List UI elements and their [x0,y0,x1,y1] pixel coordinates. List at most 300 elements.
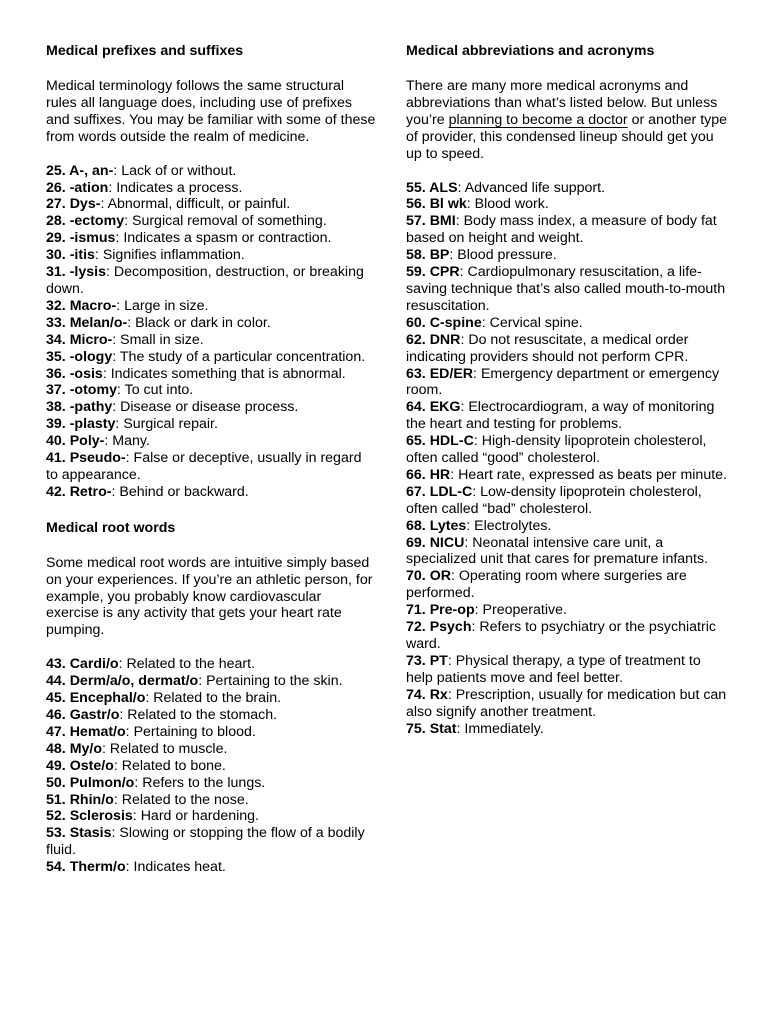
entry-term [46,416,115,432]
entry-number: 72. [406,619,426,636]
list-item [46,724,376,741]
list-item [46,213,376,230]
entry-number: 52. [46,808,66,825]
entry-number: 65. [406,433,426,450]
entry-term-text: ALS [429,179,458,196]
list-item [406,196,731,213]
list-item [46,366,376,383]
list-item [46,808,376,825]
entry-separator: : [125,450,134,467]
entry-separator: : [447,652,456,669]
entry-definition: The study of a particular concentration. [119,348,366,365]
entry-term [46,707,119,723]
list-item [46,792,376,809]
entry-definition: Related to muscle. [109,740,228,757]
entry-definition: Blood work. [474,196,549,213]
entry-separator: : [115,230,124,247]
entry-term-text: My/o [69,740,103,757]
entry-number: 62. [406,331,426,348]
entry-definition: Indicates heat. [133,859,226,876]
entry-definition: Immediately. [464,720,544,737]
entry-separator: : [116,382,125,399]
entry-term-text: Pulmon/o [69,774,135,791]
list-item [46,741,376,758]
entry-term [46,450,126,466]
entry-separator: : [473,433,482,450]
entry-number: 73. [406,652,426,669]
entry-separator: : [459,264,468,281]
entry-term [46,433,104,449]
entry-definition: Cervical spine. [489,314,583,331]
entry-separator: : [111,483,120,500]
entry-term [46,196,100,212]
entry-term [406,433,474,449]
list-item [406,467,731,484]
entry-term-text: Micro- [69,331,113,348]
entry-term-text: HDL-C [429,433,474,450]
entry-term [46,724,126,740]
entry-term-text: -ectomy [69,213,125,230]
entry-definition: Emergency department or emergency room. [406,365,720,399]
list-item [406,484,731,518]
entry-definition: False or deceptive, usually in regard to appearance. [46,450,362,483]
entry-separator: : [198,673,207,690]
entry-term-text: OR [429,568,451,585]
entry-term [46,741,102,757]
list-item [406,180,731,197]
entry-term-text: Cardi/o [69,656,119,673]
entry-term [46,349,112,365]
list-item [46,859,376,876]
entry-separator: : [460,331,469,348]
entry-separator: : [449,247,458,264]
list-item [46,382,376,399]
abbreviations-intro-text-end: or another type of provider, this condensed lineup should get you up to speed. [406,111,728,162]
entry-term [406,619,472,635]
entry-definition: Behind or backward. [119,483,249,500]
entry-definition: Low-density lipoprotein cholesterol, often called “bad” cholesterol. [406,483,702,517]
entry-term-text: NICU [429,534,465,551]
entry-definition: Related to bone. [121,757,226,774]
roots-heading: Medical root words [46,519,176,536]
entry-definition: Related to the nose. [121,791,249,808]
list-item [46,690,376,707]
entry-definition: To cut into. [124,382,194,399]
entry-term [406,264,460,280]
entry-term-text: -otomy [69,382,117,399]
list-item [406,619,731,653]
entry-definition: Related to the brain. [153,690,282,707]
entry-definition: Preoperative. [482,602,567,619]
entry-term [46,163,113,179]
entry-definition: Heart rate, expressed as beats per minute. [458,466,727,483]
entry-separator: : [105,264,114,281]
entry-number: 33. [46,314,66,331]
entry-term [46,382,117,398]
list-item [406,535,731,569]
entry-number: 55. [406,179,426,196]
entry-term [46,366,103,382]
entry-term [406,247,449,263]
entry-term [46,775,134,791]
entry-number: 59. [406,264,426,281]
entry-number: 32. [46,297,66,314]
entry-term [46,180,108,196]
abbreviation-list [406,180,731,738]
entry-number: 71. [406,602,426,619]
entry-definition: Indicates a process. [116,179,243,196]
entry-number: 69. [406,534,426,551]
entry-number: 39. [46,416,66,433]
entry-separator: : [466,196,475,213]
list-item [406,332,731,366]
entry-term [46,690,145,706]
entry-number: 56. [406,196,426,213]
list-item [46,264,376,298]
entry-term-text: ED/ER [429,365,474,382]
entry-separator: : [112,348,120,365]
entry-term-text: Lytes [429,517,467,534]
entry-term [406,687,448,703]
entry-definition: Pertaining to the skin. [206,673,343,690]
entry-separator: : [472,483,481,500]
entry-definition: Abnormal, difficult, or painful. [107,196,291,213]
entry-separator: : [450,568,459,585]
list-item [406,433,731,467]
entry-number: 70. [406,568,426,585]
entry-separator: : [112,331,121,348]
entry-definition: Indicates a spasm or contraction. [123,230,332,247]
entry-number: 63. [406,365,426,382]
entry-term-text: Encephal/o [69,690,146,707]
entry-number: 58. [406,247,426,264]
entry-term-text: Macro- [69,297,117,314]
entry-term-text: Psych [429,619,472,636]
entry-definition: Black or dark in color. [135,314,271,331]
list-item [46,332,376,349]
entry-separator: : [134,774,143,791]
entry-term [46,825,112,841]
entry-number: 43. [46,656,66,673]
become-doctor-link[interactable]: planning to become a doctor [448,111,628,128]
prefixes-heading: Medical prefixes and suffixes [46,43,244,59]
entry-separator: : [447,686,456,703]
entry-term-text: -pathy [69,399,113,416]
entry-number: 42. [46,483,66,500]
entry-term-text: Melan/o- [69,314,128,331]
entry-number: 67. [406,483,426,500]
list-item [46,758,376,775]
entry-term-text: -ismus [69,230,116,247]
entry-term-text: Dys- [69,196,101,213]
entry-separator: : [116,297,125,314]
entry-term [46,399,112,415]
entry-definition: Hard or hardening. [140,808,259,825]
entry-number: 27. [46,196,66,213]
entry-term-text: -plasty [69,416,116,433]
entry-separator: : [111,825,120,842]
list-item [46,180,376,197]
list-item [46,247,376,264]
list-item [406,247,731,264]
list-item [46,416,376,433]
entry-term-text: -ology [69,348,113,365]
abbreviations-intro-text: There are many more medical acronyms and abbreviations than what’s listed below. But unless you’re [406,78,718,128]
list-item [406,602,731,619]
list-item [46,196,376,213]
right-column [406,41,731,737]
entry-definition: Physical therapy, a type of treatment to help patients move and feel better. [406,652,701,686]
entry-number: 25. [46,162,66,179]
entry-term-text: Bl wk [429,196,467,213]
list-item [46,230,376,247]
entry-number: 54. [46,859,66,876]
entry-term [406,568,451,584]
entry-term [46,808,133,824]
entry-term [46,859,126,875]
entry-definition: Refers to psychiatry or the psychiatric ward. [406,619,716,652]
entry-number: 68. [406,517,426,534]
entry-term-text: EKG [429,399,461,416]
entry-definition: High-density lipoprotein cholesterol, often called “good” cholesterol. [406,433,707,467]
entry-term-text: -ation [69,179,109,196]
entry-separator: : [119,707,128,723]
root-words-list [46,656,376,876]
entry-separator: : [125,859,134,876]
entry-term [46,484,111,500]
entry-separator: : [464,534,473,551]
entry-separator: : [474,602,483,619]
entry-term [46,332,112,348]
entry-term [46,792,114,808]
entry-number: 64. [406,399,426,416]
entry-definition: Neonatal intensive care unit, a specialized unit that cares for premature infants. [406,534,709,568]
entry-number: 26. [46,179,66,196]
list-item [406,721,731,738]
entry-term [406,213,456,229]
entry-term-text: Retro- [69,483,112,500]
entry-separator: : [473,365,481,382]
entry-definition: Decomposition, destruction, or breaking down. [46,264,364,297]
entry-separator: : [112,399,121,416]
list-item [46,298,376,315]
entry-separator: : [450,466,459,483]
entry-term-text: BP [429,247,450,264]
entry-separator: : [115,416,124,433]
entry-definition: Many. [112,433,150,450]
entry-separator: : [125,723,134,740]
entry-number: 53. [46,825,66,842]
entry-term-text: HR [429,466,451,483]
abbreviations-intro [406,78,731,163]
entry-term-text: -itis [69,247,95,264]
entry-term [406,399,460,415]
entry-term-text: -lysis [69,264,106,281]
entry-number: 51. [46,791,66,808]
entry-definition: Electrolytes. [474,517,552,534]
list-item [46,399,376,416]
list-item [406,366,731,400]
prefix-list [46,163,376,501]
list-item [46,825,376,859]
entry-number: 75. [406,720,426,737]
entry-number: 66. [406,466,426,483]
entry-number: 47. [46,723,66,740]
entry-definition: Body mass index, a measure of body fat based on height and weight. [406,213,717,247]
entry-separator: : [124,213,132,230]
list-item [406,399,731,433]
entry-separator: : [456,720,465,737]
entry-term-text: Sclerosis [69,808,133,825]
entry-definition: Advanced life support. [464,179,606,196]
entry-number: 34. [46,331,66,348]
entry-term-text: Therm/o [69,859,126,876]
entry-separator: : [145,690,154,707]
entry-definition: Surgical repair. [123,416,218,433]
entry-number: 29. [46,230,66,247]
entry-separator: : [466,517,475,534]
entry-term-text: Gastr/o [69,707,120,723]
entry-definition: Small in size. [120,331,204,348]
entry-definition: Related to the stomach. [127,707,278,723]
list-item [46,349,376,366]
entry-separator: : [132,808,141,825]
entry-separator: : [460,399,469,416]
entry-separator: : [108,179,117,196]
entry-term [46,298,116,314]
entry-number: 31. [46,264,66,281]
entry-definition: Lack of or without. [121,162,237,179]
entry-definition: Large in size. [124,297,209,314]
entry-number: 38. [46,399,66,416]
entry-separator: : [102,365,111,382]
entry-separator: : [94,247,103,264]
entry-term [406,484,472,500]
entry-term-text: Derm/a/o, dermat/o [69,673,199,690]
entry-definition: Refers to the lungs. [142,774,266,791]
entry-number: 45. [46,690,66,707]
entry-term [406,535,464,551]
list-item [46,656,376,673]
entry-term [46,264,106,280]
entry-term-text: Oste/o [69,757,114,774]
list-item [46,450,376,484]
entry-term [46,230,115,246]
entry-separator: : [104,433,113,450]
entry-term-text: PT [429,652,448,669]
entry-definition: Cardiopulmonary resuscitation, a life-saving technique that’s also called mouth-to-mouth resuscitation. [406,264,726,314]
entry-term [46,758,114,774]
entry-definition: Blood pressure. [457,247,557,264]
entry-number: 44. [46,673,66,690]
entry-term-text: A-, an- [69,162,114,179]
entry-term-text: LDL-C [429,483,473,500]
entry-term [406,518,466,534]
entry-number: 35. [46,348,66,365]
left-column [46,41,376,876]
entry-term [46,315,127,331]
entry-number: 30. [46,247,66,264]
entry-number: 41. [46,450,66,467]
entry-definition: Do not resuscitate, a medical order indicating providers should not perform CPR. [406,331,689,365]
entry-term [46,656,119,672]
entry-term-text: Poly- [69,433,105,450]
list-item [406,653,731,687]
list-item [406,687,731,721]
entry-term-text: Pre-op [429,602,475,619]
entry-number: 36. [46,365,66,382]
entry-definition: Slowing or stopping the flow of a bodily fluid. [46,825,365,859]
entry-separator: : [471,619,480,636]
list-item [406,518,731,535]
entry-term [406,721,457,737]
entry-number: 49. [46,757,66,774]
entry-number: 50. [46,774,66,791]
list-item [406,568,731,602]
entry-separator: : [455,213,464,230]
entry-separator: : [127,314,136,331]
entry-separator: : [102,740,110,757]
entry-term-text: Stasis [69,825,112,842]
entry-number: 28. [46,213,66,230]
entry-number: 40. [46,433,66,450]
entry-separator: : [113,162,122,179]
entry-definition: Indicates something that is abnormal. [110,365,346,382]
entry-term [406,366,473,382]
entry-definition: Electrocardiogram, a way of monitoring the heart and testing for problems. [406,399,715,433]
entry-number: 60. [406,314,426,331]
entry-term-text: Hemat/o [69,723,126,740]
list-item [46,315,376,332]
entry-definition: Operating room where surgeries are performed. [406,568,687,602]
list-item [406,213,731,247]
entry-term [46,247,95,263]
entry-separator: : [118,656,127,673]
entry-term [406,196,467,212]
entry-term [406,315,482,331]
entry-definition: Signifies inflammation. [102,247,245,264]
list-item [46,484,376,501]
list-item [46,163,376,180]
list-item [406,315,731,332]
entry-term-text: Stat [429,720,457,737]
entry-separator: : [113,757,122,774]
entry-definition: Prescription, usually for medication but can also signify another treatment. [406,686,727,720]
entry-term [406,602,475,618]
entry-term-text: DNR [429,331,461,348]
entry-term-text: Rx [429,686,448,703]
entry-term [46,213,124,229]
list-item [46,707,376,724]
entry-definition: Surgical removal of something. [131,213,327,230]
entry-number: 48. [46,740,66,757]
abbreviations-heading: Medical abbreviations and acronyms [406,43,655,59]
entry-term-text: C-spine [429,314,482,331]
entry-separator: : [457,179,465,196]
entry-term [46,673,198,689]
entry-definition: Disease or disease process. [120,399,299,416]
entry-term [406,467,450,483]
entry-number: 57. [406,213,426,230]
entry-term [406,653,448,669]
entry-term [406,180,458,196]
entry-number: 46. [46,707,66,723]
prefixes-intro: Medical terminology follows the same structural rules all language does, including use of prefixes and suffixes. You may be familiar with some of these from words outside the realm of medicine. [46,78,376,145]
entry-term-text: Rhin/o [69,791,114,808]
entry-separator: : [481,314,490,331]
list-item [46,433,376,450]
entry-term-text: -osis [69,365,103,382]
